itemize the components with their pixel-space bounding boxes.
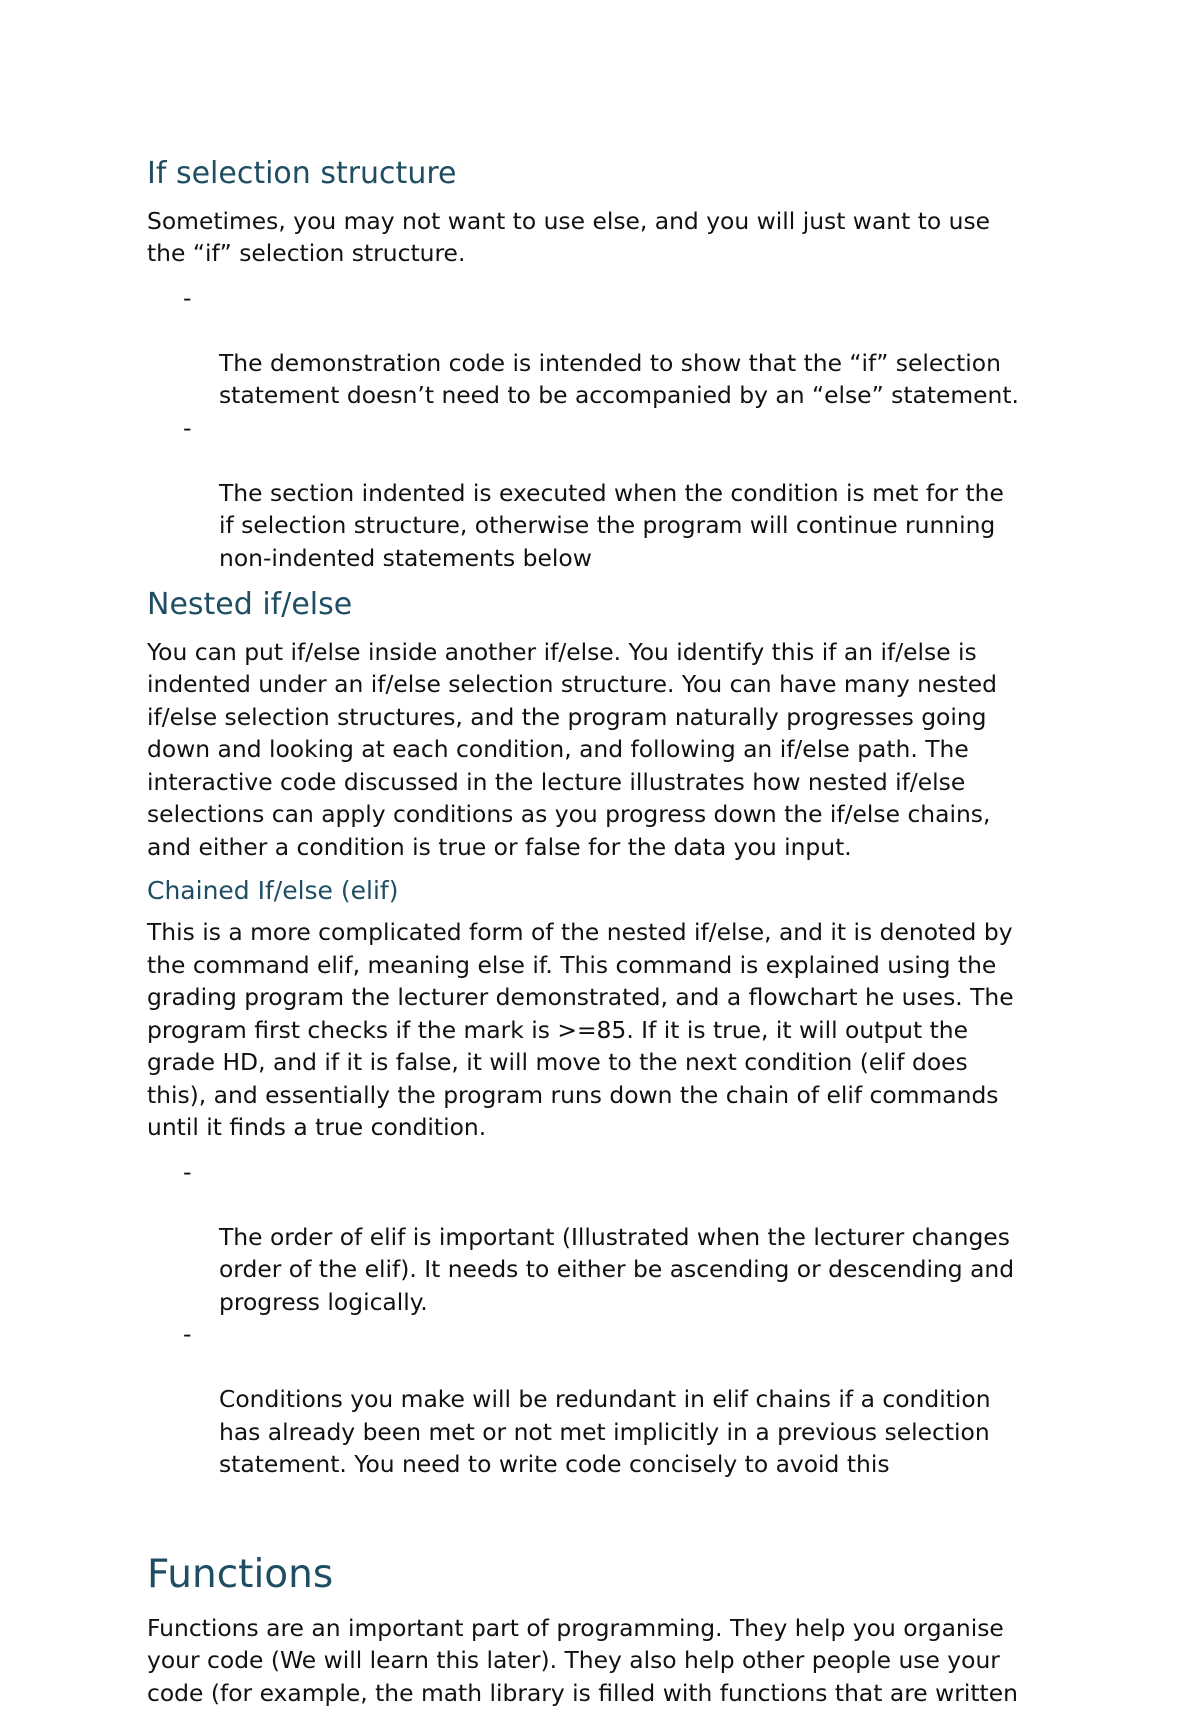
paragraph-elif: This is a more complicated form of the nested if/else, and it is denoted by the command elif, meaning else if. This command is explained using the grading program the lecturer demonstrated, and a flowchart he uses. The program first checks if the mark is >=85. If it is true, it will output the grade HD, and if it is false, it will move to the next condition (elif does this), and essentially the program runs down the chain of elif commands until it finds a true condition. bbox=[147, 918, 1014, 1142]
heading-if-selection: If selection structure bbox=[147, 156, 457, 191]
bullet-list-if bbox=[147, 282, 1077, 575]
bullet-dash: - bbox=[183, 413, 192, 442]
list-item-text: Conditions you make will be redundant in elif chains if a condition has already been met or not met implicitly in a previous selection statement. You need to write code concisely to avoid this bbox=[219, 1385, 991, 1479]
heading-nested-if-else: Nested if/else bbox=[147, 587, 353, 622]
list-item bbox=[147, 282, 1077, 412]
bullet-dash: - bbox=[183, 1320, 192, 1349]
list-item bbox=[147, 1156, 1077, 1319]
document-page bbox=[147, 155, 1077, 1721]
paragraph-nested: You can put if/else inside another if/else. You identify this if an if/else is indented under an if/else selection structure. You can have many nested if/else selection structures, and the program naturally progresses going down and looking at each condition, and following an if/else path. The interactive code discussed in the lecture illustrates how nested if/else selections can apply conditions as you progress down the if/else chains, and either a condition is true or false for the data you input. bbox=[147, 637, 997, 861]
bullet-dash: - bbox=[183, 1157, 192, 1186]
bullet-dash: - bbox=[183, 283, 192, 312]
list-item-text: The section indented is executed when the condition is met for the if selection structure, otherwise the program will continue running non-indented statements below bbox=[219, 478, 1004, 572]
list-item-text: The demonstration code is intended to show that the “if” selection statement doesn’t need to be accompanied by an “else” statement. bbox=[219, 348, 1019, 409]
list-item-text: The order of elif is important (Illustrated when the lecturer changes order of the elif). It needs to either be ascending or descending and progress logically. bbox=[219, 1222, 1015, 1316]
heading-chained-elif: Chained If/else (elif) bbox=[147, 876, 399, 905]
heading-functions: Functions bbox=[147, 1551, 334, 1597]
list-item bbox=[147, 1318, 1077, 1481]
list-item bbox=[147, 412, 1077, 575]
bullet-list-elif bbox=[147, 1156, 1077, 1481]
paragraph-functions: Functions are an important part of programming. They help you organise your code (We will learn this later). They also help other people use your code (for example, the math library is filled with functions that are written bbox=[147, 1613, 1018, 1707]
paragraph-if-intro: Sometimes, you may not want to use else, and you will just want to use the “if” selection structure. bbox=[147, 206, 991, 267]
section-spacer bbox=[147, 1493, 1077, 1551]
